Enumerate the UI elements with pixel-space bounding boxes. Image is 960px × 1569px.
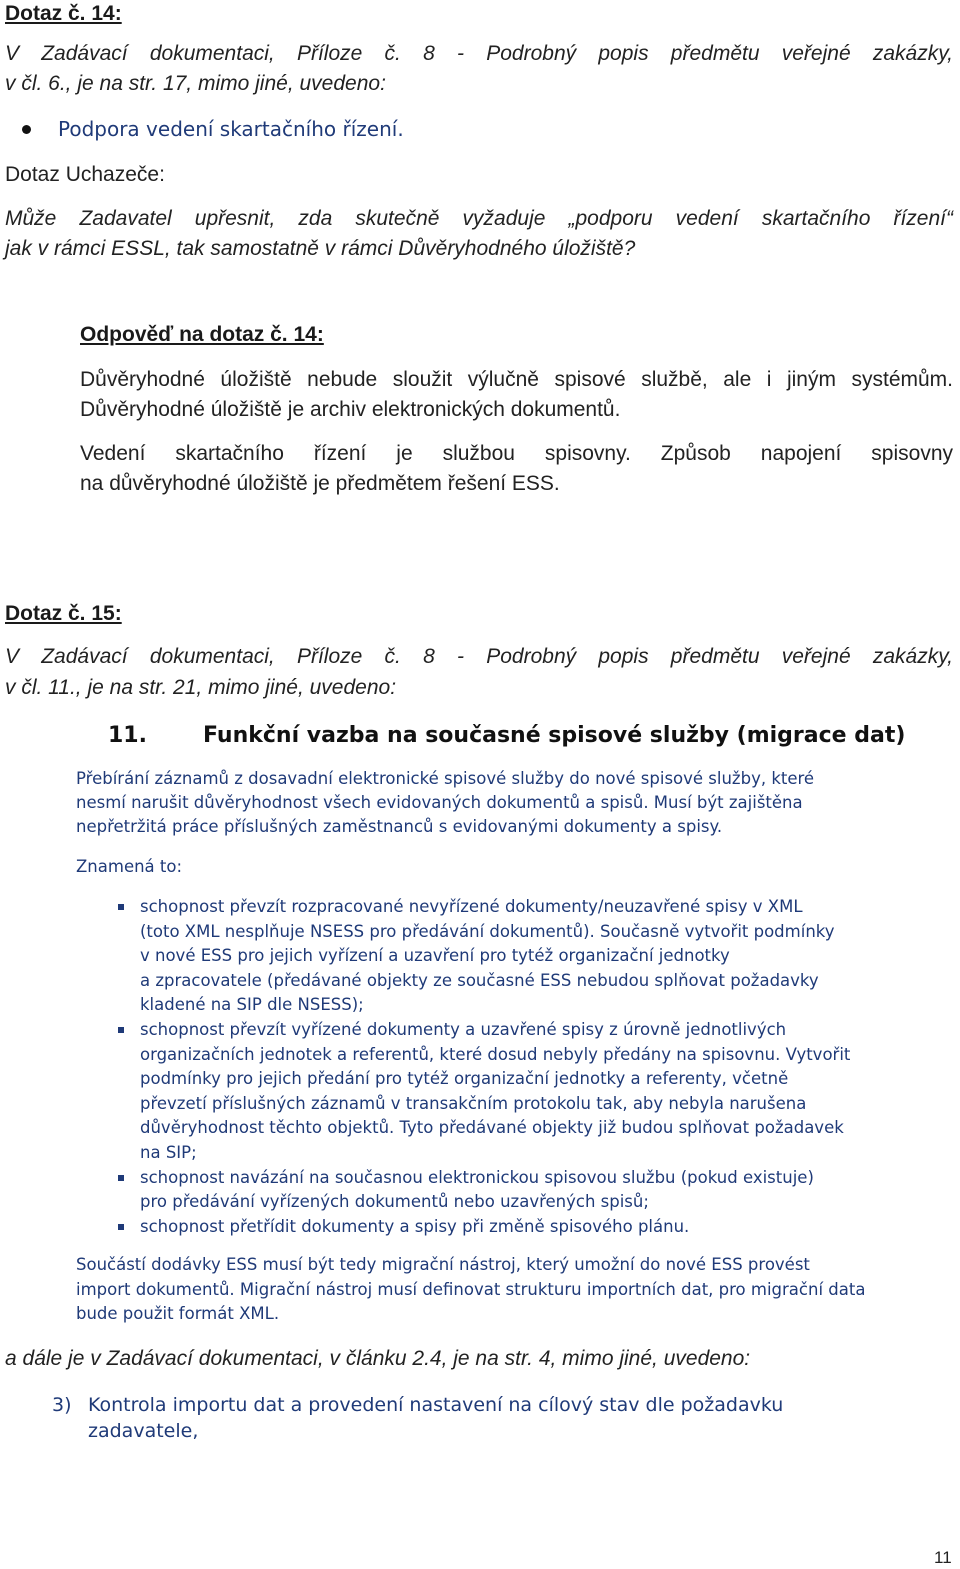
item1-line1: schopnost převzít rozpracované nevyřízené dokumenty/neuzavřené spisy v XML <box>140 897 803 916</box>
excerpt-para1-line1: Přebírání záznamů z dosavadní elektronické spisové služby do nové spisové služby, které <box>76 769 815 788</box>
square-bullet-icon <box>118 1175 124 1181</box>
item2-line2: organizačních jednotek a referentů, které dosud nebyly předány na spisovnu. Vytvořit <box>140 1044 851 1064</box>
excerpt-para1-line2: nesmí narušit důvěryhodnost všech evidovaných dokumentů a spisů. Musí být zajištěna <box>76 793 803 812</box>
square-bullet-icon <box>118 1224 124 1230</box>
answer-14-heading: Odpověď na dotaz č. 14: <box>80 323 324 346</box>
answer-p1-line1: Důvěryhodné úložiště nebude sloužit výlučně spisové službě, ale i jiným systémům. <box>80 368 953 391</box>
question-line2: jak v rámci ESSL, tak samostatně v rámci Důvěryhodného úložiště? <box>5 237 636 260</box>
asker-label: Dotaz Uchazeče: <box>5 163 165 186</box>
excerpt-closing-line1: Součástí dodávky ESS musí být tedy migrační nástroj, který umožní do nové ESS provést <box>76 1255 810 1274</box>
list-item <box>140 1018 890 1166</box>
item1-line4: a zpracovatele (předávané objekty ze současné ESS nebudou splňovat požadavky <box>140 970 819 990</box>
square-bullet-icon <box>118 904 124 910</box>
q14-intro-line2: v čl. 6., je na str. 17, mimo jiné, uvedeno: <box>5 72 386 95</box>
item1-line2: (toto XML nesplňuje NSESS pro předávání dokumentů). Současně vytvořit podmínky <box>140 921 835 941</box>
item2-line5: důvěryhodnost těchto objektů. Tyto předávané objekty již budou splňovat požadavek <box>140 1118 844 1138</box>
excerpt-meaning-label: Znamená to: <box>76 857 183 876</box>
excerpt2-line2: zadavatele, <box>88 1420 199 1442</box>
question-14-heading: Dotaz č. 14: <box>5 2 122 25</box>
excerpt-para1-line3: nepřetržitá práce příslušných zaměstnanců s evidovanými dokumenty a spisy. <box>76 817 723 836</box>
quoted-bullet-text: Podpora vedení skartačního řízení. <box>58 117 404 141</box>
answer-p2-line1: Vedení skartačního řízení je službou spisovny. Způsob napojení spisovny <box>80 442 953 465</box>
item2-line3: podmínky pro jejich předání pro tytéž organizační jednotky a referenty, včetně <box>140 1069 789 1089</box>
excerpt2-line1: Kontrola importu dat a provedení nastavení na cílový stav dle požadavku <box>88 1394 784 1416</box>
q15-intro-line2: v čl. 11., je na str. 21, mimo jiné, uvedeno: <box>5 676 397 699</box>
item2-line4: převzetí příslušných záznamů v transakčním protokolu tak, aby nebyla narušena <box>140 1093 807 1113</box>
excerpt-section-number: 11. <box>108 723 147 748</box>
excerpt-item-list <box>140 895 890 1239</box>
page-number: 11 <box>934 1548 952 1567</box>
excerpt-section-title: Funkční vazba na současné spisové služby (migrace dat) <box>203 723 906 748</box>
item1-line3: v nové ESS pro jejich vyřízení a uzavření pro tytéž organizační jednotky <box>140 946 730 966</box>
item3-line1: schopnost navázání na současnou elektronickou spisovou službu (pokud existuje) <box>140 1167 814 1187</box>
item3-line2: pro předávání vyřízených dokumentů nebo uzavřených spisů; <box>140 1192 649 1212</box>
item2-line6: na SIP; <box>140 1142 197 1162</box>
item2-line1: schopnost převzít vyřízené dokumenty a uzavřené spisy z úrovně jednotlivých <box>140 1019 787 1039</box>
excerpt-closing-line2: import dokumentů. Migrační nástroj musí definovat strukturu importních dat, pro migrační data <box>76 1280 866 1299</box>
square-bullet-icon <box>118 1027 124 1033</box>
list-item <box>140 1166 890 1215</box>
list-item <box>140 1215 890 1240</box>
answer-p2-line2: na důvěryhodné úložiště je předmětem řešení ESS. <box>80 472 560 495</box>
q14-intro-line1: V Zadávací dokumentaci, Příloze č. 8 - Podrobný popis předmětu veřejné zakázky, <box>5 42 953 65</box>
q15-intro-line1: V Zadávací dokumentaci, Příloze č. 8 - Podrobný popis předmětu veřejné zakázky, <box>5 645 953 668</box>
excerpt2-number: 3) <box>52 1394 72 1416</box>
further-reference: a dále je v Zadávací dokumentaci, v článku 2.4, je na str. 4, mimo jiné, uvedeno: <box>5 1347 751 1370</box>
answer-p1-line2: Důvěryhodné úložiště je archiv elektronických dokumentů. <box>80 398 621 421</box>
question-line1: Může Zadavatel upřesnit, zda skutečně vyžaduje „podporu vedení skartačního řízení“ <box>5 207 953 230</box>
list-item <box>140 895 890 1018</box>
item1-line5: kladené na SIP dle NSESS); <box>140 995 364 1015</box>
question-15-heading: Dotaz č. 15: <box>5 602 122 625</box>
excerpt-closing-line3: bude použit formát XML. <box>76 1304 280 1323</box>
item4-line1: schopnost přetřídit dokumenty a spisy při změně spisového plánu. <box>140 1216 690 1236</box>
bullet-icon <box>22 125 31 134</box>
